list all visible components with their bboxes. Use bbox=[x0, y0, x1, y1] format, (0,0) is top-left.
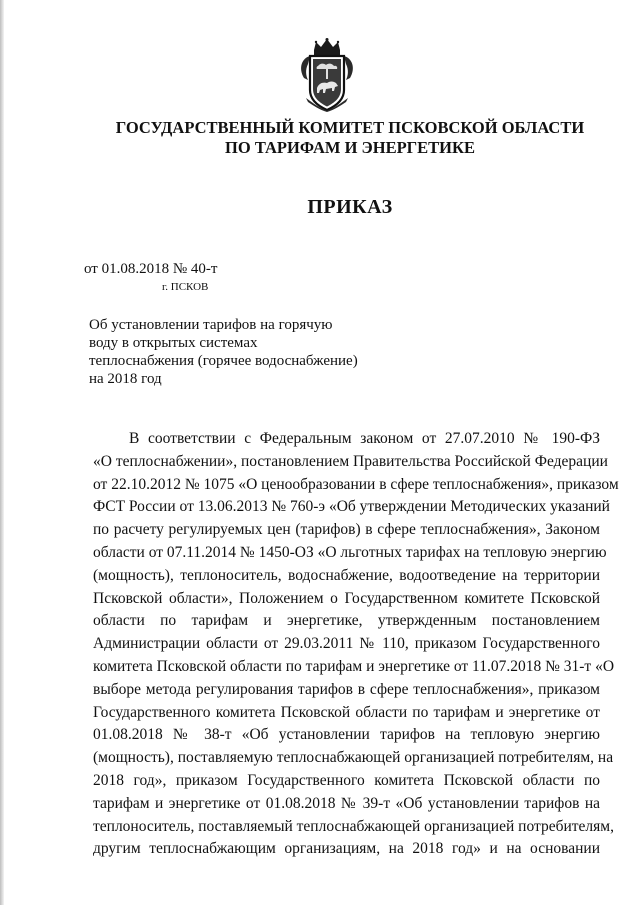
subject-line: на 2018 год bbox=[89, 371, 162, 387]
body-line: комитета Псковской области по тарифам и энергетике от 11.07.2018 № 31-т «О bbox=[93, 657, 615, 675]
body-line: Государственного комитета Псковской области по тарифам и энергетике от bbox=[93, 703, 600, 721]
document-date-number: от 01.08.2018 № 40-т bbox=[84, 261, 218, 277]
body-line: от 22.10.2012 № 1075 «О ценообразовании в сфере теплоснабжения», приказом bbox=[93, 475, 619, 493]
body-line: теплоноситель, поставляемый теплоснабжающей организацией потребителям, bbox=[93, 817, 614, 835]
body-line: выборе метода регулирования тарифов в сфере теплоснабжения», приказом bbox=[93, 680, 600, 698]
subject-line: воду в открытых системах bbox=[89, 335, 258, 351]
subject-line: теплоснабжения (горячее водоснабжение) bbox=[89, 353, 358, 369]
body-line: по расчету регулируемых цен (тарифов) в сфере теплоснабжения», Законом bbox=[93, 521, 600, 539]
document-type-heading: ПРИКАЗ bbox=[307, 196, 393, 218]
body-line: 2018 год», приказом Государственного комитета Псковской области по bbox=[93, 771, 600, 789]
body-line: ФСТ России от 13.06.2013 № 760-э «Об утверждении Методических указаний bbox=[93, 498, 610, 516]
body-line: Псковской области», Положением о Государственном комитете Псковской bbox=[93, 589, 600, 607]
body-line: В соответствии с Федеральным законом от 27.07.2010 № 190-ФЗ bbox=[129, 430, 600, 447]
organization-title bbox=[80, 118, 620, 158]
body-line: (мощность), поставляемую теплоснабжающей организацией потребителям, на bbox=[93, 749, 614, 767]
scan-edge bbox=[0, 0, 4, 905]
body-line: 01.08.2018 № 38-т «Об установлении тарифов на тепловую энергию bbox=[93, 726, 600, 744]
body-line: другим теплоснабжающим организациям, на 2018 год» и на основании bbox=[93, 840, 600, 858]
body-line: (мощность), теплоноситель, водоснабжение, водоотведение на территории bbox=[93, 566, 600, 584]
coat-of-arms-emblem bbox=[296, 38, 358, 112]
body-line: «О теплоснабжении», постановлением Правительства Российской Федерации bbox=[93, 452, 608, 470]
body-line: тарифам и энергетике от 01.08.2018 № 39-т «Об установлении тарифов на bbox=[93, 794, 600, 812]
organization-title-line-2: ПО ТАРИФАМ И ЭНЕРГЕТИКЕ bbox=[225, 138, 475, 157]
subject-line: Об установлении тарифов на горячую bbox=[89, 317, 333, 333]
organization-title-line-1: ГОСУДАРСТВЕННЫЙ КОМИТЕТ ПСКОВСКОЙ ОБЛАСТИ bbox=[115, 118, 585, 137]
document-body bbox=[93, 428, 619, 861]
body-line: области по тарифам и энергетике, утвержденным постановлением bbox=[93, 612, 600, 630]
document-subject bbox=[89, 316, 409, 388]
body-line: Администрации области от 29.03.2011 № 110, приказом Государственного bbox=[93, 635, 600, 653]
body-line: области от 07.11.2014 № 1450-ОЗ «О льготных тарифах на тепловую энергию bbox=[93, 543, 607, 561]
document-city: г. ПСКОВ bbox=[162, 281, 209, 293]
